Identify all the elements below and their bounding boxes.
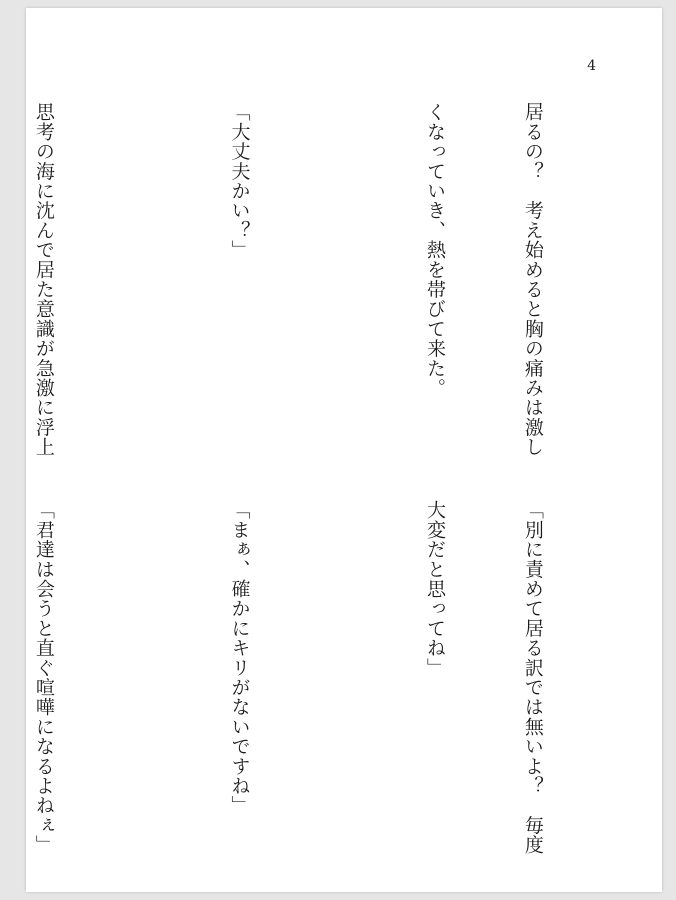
text-line: 思考の海に沈んで居た意識が急激に浮上 — [32, 102, 55, 457]
text-line — [321, 102, 354, 442]
text-line — [321, 500, 354, 840]
page-number: 4 — [587, 58, 596, 74]
text-line — [125, 102, 158, 442]
text-line: 「君達は会うと直ぐ喧嘩になるよねぇ」 — [32, 500, 55, 855]
text-block-bottom — [32, 500, 614, 855]
text-line: 「大丈夫かい？」 — [228, 102, 251, 260]
text-line: 居るの？ 考え始めると胸の痛みは激し — [521, 102, 544, 457]
text-line: くなっていき、熱を帯びて来た。 — [424, 102, 447, 398]
book-page — [26, 8, 662, 892]
text-line: 「まぁ、確かにキリがないですね」 — [228, 500, 251, 816]
text-line: 「別に責めて居る訳では無いよ？ 毎度 — [521, 500, 544, 855]
text-block-top — [32, 102, 614, 457]
text-line: 大変だと思ってね」 — [424, 500, 447, 678]
text-line — [125, 500, 158, 840]
